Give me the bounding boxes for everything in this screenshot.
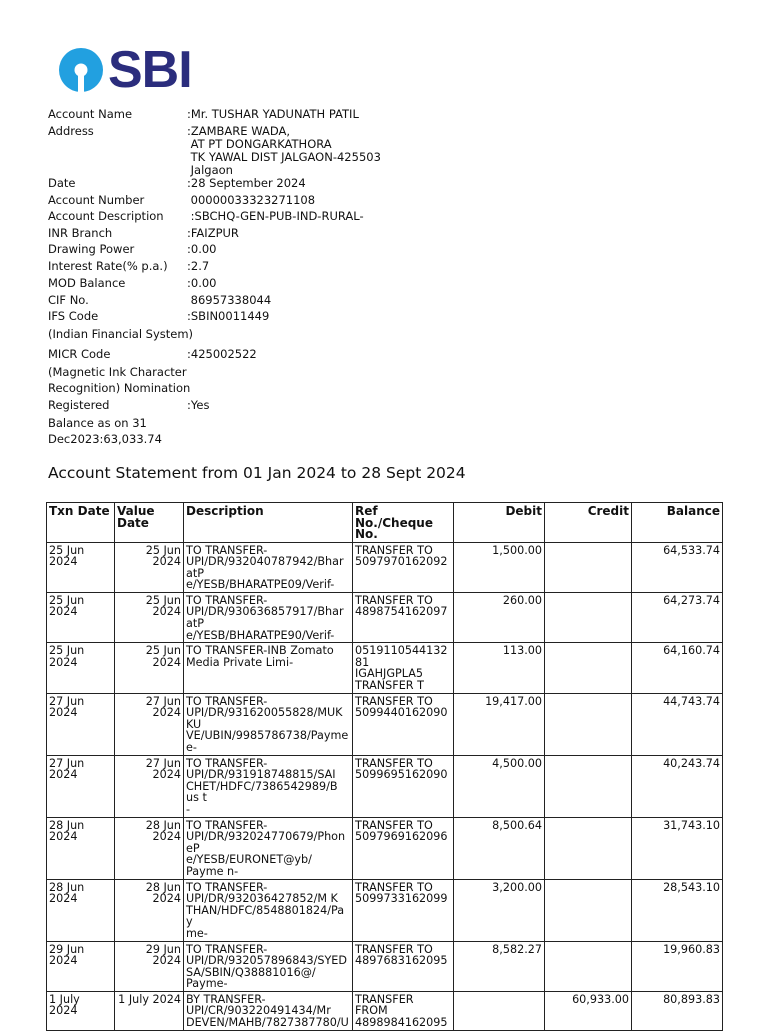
ref-cell xyxy=(353,755,454,817)
txn-date-cell-line: 2024 xyxy=(49,655,78,669)
description-cell-line: UPI/DR/930636857917/Bhar xyxy=(186,605,344,619)
account-detail-value: TK YAWAL DIST JALGAON-425503 xyxy=(187,150,381,164)
account-detail-label: INR Branch xyxy=(48,226,113,240)
txn-date-cell xyxy=(47,643,115,693)
description-cell-line: UPI/DR/932057896843/SYED xyxy=(186,954,347,968)
description-cell-line: - xyxy=(186,802,191,816)
txn-date-cell xyxy=(47,755,115,817)
account-detail-value: :425002522 xyxy=(187,347,257,361)
account-detail-value: Jalgaon xyxy=(187,163,233,177)
table-header-row xyxy=(47,503,723,543)
txn-date-cell-line: 25 Jun xyxy=(49,593,85,607)
txn-date-cell-line: 28 Jun xyxy=(49,818,85,832)
value-date-cell xyxy=(115,991,184,1030)
description-cell-line: TO TRANSFER- xyxy=(186,942,268,956)
credit-cell xyxy=(545,941,632,991)
table-row xyxy=(47,693,723,755)
txn-date-cell-line: 29 Jun xyxy=(49,942,85,956)
debit-cell: 8,582.27 xyxy=(454,941,545,991)
account-detail-value: AT PT DONGARKATHORA xyxy=(187,137,332,151)
value-date-cell-line: 27 Jun xyxy=(145,756,181,770)
account-detail-label: Account Number xyxy=(48,193,145,207)
value-date-cell-line: 29 Jun xyxy=(145,942,181,956)
debit-cell: 113.00 xyxy=(454,643,545,693)
txn-date-cell xyxy=(47,592,115,642)
header-debit: Debit xyxy=(454,503,545,543)
account-detail-label: Drawing Power xyxy=(48,242,135,256)
account-detail-value: :28 September 2024 xyxy=(187,176,306,190)
account-detail-value: :0.00 xyxy=(187,242,217,256)
description-cell-line: KU xyxy=(186,717,202,731)
account-detail-label: (Indian Financial System) xyxy=(48,327,194,341)
table-row xyxy=(47,991,723,1030)
description-cell-line: THAN/HDFC/8548801824/Pa xyxy=(186,903,345,917)
value-date-cell xyxy=(115,941,184,991)
ref-cell-line: 5099440162090 xyxy=(355,706,448,720)
description-cell-line: SA/SBIN/Q38881016@/ xyxy=(186,965,316,979)
sbi-logo-icon xyxy=(58,47,104,93)
description-cell-line: Payme n- xyxy=(186,864,239,878)
value-date-cell-line: 28 Jun xyxy=(145,818,181,832)
account-detail-value: :SBCHQ-GEN-PUB-IND-RURAL- xyxy=(187,209,364,223)
debit-cell: 260.00 xyxy=(454,592,545,642)
ref-cell-line: TRANSFER TO xyxy=(355,880,433,894)
txn-date-cell-line: 2024 xyxy=(49,555,78,569)
txn-date-cell-line: 2024 xyxy=(49,706,78,720)
bank-name: SBI xyxy=(108,41,192,99)
description-cell-line: UPI/DR/932024770679/Phon xyxy=(186,830,346,844)
txn-date-cell xyxy=(47,693,115,755)
account-detail-label: CIF No. xyxy=(48,293,89,307)
account-detail-label: Account Name xyxy=(48,107,133,121)
description-cell xyxy=(184,817,353,879)
table-row xyxy=(47,941,723,991)
account-detail-value: :ZAMBARE WADA, xyxy=(187,124,290,138)
debit-cell: 1,500.00 xyxy=(454,542,545,592)
account-detail-label: Address xyxy=(48,124,94,138)
ref-cell-line: 5099733162099 xyxy=(355,892,448,906)
balance-cell: 28,543.10 xyxy=(632,879,723,941)
description-cell-line: eP xyxy=(186,841,200,855)
credit-cell xyxy=(545,643,632,693)
value-date-cell-line: 2024 xyxy=(152,768,181,782)
account-detail-value: :Yes xyxy=(187,398,210,412)
value-date-cell-line: 27 Jun xyxy=(145,694,181,708)
value-date-cell-line: 2024 xyxy=(152,605,181,619)
account-detail-label: Account Description xyxy=(48,209,164,223)
txn-date-cell-line: 2024 xyxy=(49,892,78,906)
balance-cell: 40,243.74 xyxy=(632,755,723,817)
description-cell-line: VE/UBIN/9985786738/Payme xyxy=(186,729,349,743)
ref-cell-line: 5099695162090 xyxy=(355,768,448,782)
description-cell-line: TO TRANSFER- xyxy=(186,543,268,557)
description-cell-line: atP xyxy=(186,566,204,580)
description-cell-line: UPI/DR/931918748815/SAI xyxy=(186,768,336,782)
txn-date-cell-line: 1 July xyxy=(49,992,80,1006)
transactions-table xyxy=(46,502,723,1031)
ref-cell-line: 4898754162097 xyxy=(355,605,448,619)
account-detail-label: Date xyxy=(48,176,76,190)
txn-date-cell-line: 2024 xyxy=(49,768,78,782)
header-credit: Credit xyxy=(545,503,632,543)
description-cell-line: Media Private Limi- xyxy=(186,655,294,669)
description-cell-line: UPI/DR/931620055828/MUK xyxy=(186,706,343,720)
statement-title: Account Statement from 01 Jan 2024 to 28 Sept 2024 xyxy=(48,464,466,482)
account-detail-value: :2.7 xyxy=(187,259,210,273)
txn-date-cell-line: 2024 xyxy=(49,605,78,619)
description-cell-line: UPI/CR/903220491434/Mr xyxy=(186,1004,331,1018)
account-detail-value: :FAIZPUR xyxy=(187,226,239,240)
header-value-date: Value Date xyxy=(115,503,184,543)
account-detail-value: 86957338044 xyxy=(187,293,272,307)
description-cell-line: TO TRANSFER- xyxy=(186,880,268,894)
description-cell-line: us t xyxy=(186,791,207,805)
credit-cell xyxy=(545,755,632,817)
description-cell-line: e/YESB/EURONET@yb/ xyxy=(186,853,312,867)
sbi-logo xyxy=(58,41,192,99)
description-cell-line: e- xyxy=(186,741,197,754)
header-balance: Balance xyxy=(632,503,723,543)
description-cell-line: DEVEN/MAHB/7827387780/U xyxy=(186,1016,349,1030)
description-cell-line: Payme- xyxy=(186,977,228,991)
account-detail-label: MOD Balance xyxy=(48,276,126,290)
ref-cell-line: IGAHJGPLA5 xyxy=(355,667,424,681)
debit-cell xyxy=(454,991,545,1030)
description-cell-line: TO TRANSFER-INB Zomato xyxy=(186,644,334,658)
ref-cell xyxy=(353,592,454,642)
value-date-cell-line: 2024 xyxy=(152,954,181,968)
description-cell xyxy=(184,693,353,755)
description-cell-line: UPI/DR/932036427852/M K xyxy=(186,892,338,906)
description-cell-line: TO TRANSFER- xyxy=(186,818,268,832)
description-cell-line: TO TRANSFER- xyxy=(186,593,268,607)
balance-cell: 31,743.10 xyxy=(632,817,723,879)
account-detail-value: 00000033323271108 xyxy=(187,193,316,207)
ref-cell xyxy=(353,991,454,1030)
credit-cell: 60,933.00 xyxy=(545,991,632,1030)
value-date-cell-line: 2024 xyxy=(152,830,181,844)
debit-cell: 8,500.64 xyxy=(454,817,545,879)
description-cell-line: e/YESB/BHARATPE90/Verif- xyxy=(186,628,335,642)
balance-cell: 64,273.74 xyxy=(632,592,723,642)
ref-cell-line: 81 xyxy=(355,655,370,669)
description-cell-line: e/YESB/BHARATPE09/Verif- xyxy=(186,578,335,592)
debit-cell: 3,200.00 xyxy=(454,879,545,941)
value-date-cell-line: 2024 xyxy=(152,655,181,669)
account-detail-value: :Mr. TUSHAR YADUNATH PATIL xyxy=(187,107,359,121)
description-cell-line: atP xyxy=(186,617,204,631)
ref-cell xyxy=(353,817,454,879)
ref-cell-line: 4898984162095 xyxy=(355,1016,448,1030)
balance-cell: 64,533.74 xyxy=(632,542,723,592)
header-description: Description xyxy=(184,503,353,543)
table-row xyxy=(47,817,723,879)
account-detail-value: :0.00 xyxy=(187,276,217,290)
txn-date-cell-line: 27 Jun xyxy=(49,756,85,770)
account-detail-label: MICR Code xyxy=(48,347,111,361)
value-date-cell xyxy=(115,643,184,693)
description-cell xyxy=(184,643,353,693)
ref-cell-line: 4897683162095 xyxy=(355,954,448,968)
txn-date-cell-line: 25 Jun xyxy=(49,543,85,557)
account-detail-label: (Magnetic Ink Character xyxy=(48,365,187,379)
value-date-cell-line: 1 July 2024 xyxy=(118,992,181,1006)
value-date-cell-line: 25 Jun xyxy=(145,543,181,557)
ref-cell xyxy=(353,542,454,592)
txn-date-cell-line: 27 Jun xyxy=(49,694,85,708)
ref-cell-line: TRANSFER TO xyxy=(355,818,433,832)
description-cell xyxy=(184,592,353,642)
value-date-cell xyxy=(115,755,184,817)
ref-cell-line: TRANSFER TO xyxy=(355,694,433,708)
credit-cell xyxy=(545,817,632,879)
description-cell-line: CHET/HDFC/7386542989/B xyxy=(186,779,338,793)
account-detail-label: Dec2023:63,033.74 xyxy=(48,432,162,446)
ref-cell xyxy=(353,879,454,941)
ref-cell xyxy=(353,643,454,693)
value-date-cell xyxy=(115,879,184,941)
header-txn-date: Txn Date xyxy=(47,503,115,543)
balance-cell: 19,960.83 xyxy=(632,941,723,991)
txn-date-cell-line: 2024 xyxy=(49,1004,78,1018)
value-date-cell xyxy=(115,817,184,879)
balance-cell: 44,743.74 xyxy=(632,693,723,755)
credit-cell xyxy=(545,879,632,941)
table-row xyxy=(47,879,723,941)
ref-cell xyxy=(353,693,454,755)
description-cell xyxy=(184,941,353,991)
ref-cell-line: TRANSFER TO xyxy=(355,543,433,557)
txn-date-cell-line: 28 Jun xyxy=(49,880,85,894)
description-cell xyxy=(184,755,353,817)
ref-cell-line: TRANSFER TO xyxy=(355,756,433,770)
txn-date-cell-line: 2024 xyxy=(49,830,78,844)
description-cell-line: BY TRANSFER- xyxy=(186,992,266,1006)
credit-cell xyxy=(545,542,632,592)
balance-cell: 64,160.74 xyxy=(632,643,723,693)
value-date-cell xyxy=(115,542,184,592)
txn-date-cell xyxy=(47,879,115,941)
txn-date-cell-line: 2024 xyxy=(49,954,78,968)
account-detail-label: Registered xyxy=(48,398,110,412)
ref-cell-line: TRANSFER T xyxy=(355,679,424,693)
value-date-cell-line: 2024 xyxy=(152,706,181,720)
ref-cell-line: 5097969162096 xyxy=(355,830,448,844)
value-date-cell-line: 28 Jun xyxy=(145,880,181,894)
description-cell xyxy=(184,879,353,941)
table-row xyxy=(47,592,723,642)
value-date-cell-line: 2024 xyxy=(152,555,181,569)
description-cell-line: me- xyxy=(186,926,208,940)
credit-cell xyxy=(545,592,632,642)
txn-date-cell xyxy=(47,542,115,592)
description-cell xyxy=(184,542,353,592)
ref-cell-line: TRANSFER TO xyxy=(355,942,433,956)
debit-cell: 4,500.00 xyxy=(454,755,545,817)
txn-date-cell xyxy=(47,991,115,1030)
value-date-cell-line: 25 Jun xyxy=(145,593,181,607)
account-detail-value: :SBIN0011449 xyxy=(187,309,270,323)
value-date-cell-line: 25 Jun xyxy=(145,644,181,658)
description-cell-line: TO TRANSFER- xyxy=(186,756,268,770)
value-date-cell xyxy=(115,592,184,642)
value-date-cell-line: 2024 xyxy=(152,892,181,906)
description-cell-line: UPI/DR/932040787942/Bhar xyxy=(186,555,344,569)
ref-cell xyxy=(353,941,454,991)
table-row xyxy=(47,542,723,592)
table-row xyxy=(47,643,723,693)
txn-date-cell-line: 25 Jun xyxy=(49,644,85,658)
description-cell xyxy=(184,991,353,1030)
credit-cell xyxy=(545,693,632,755)
balance-cell: 80,893.83 xyxy=(632,991,723,1030)
txn-date-cell xyxy=(47,941,115,991)
ref-cell-line: TRANSFER xyxy=(355,992,414,1006)
description-cell-line: TO TRANSFER- xyxy=(186,694,268,708)
account-detail-label: Recognition) Nomination xyxy=(48,381,191,395)
value-date-cell xyxy=(115,693,184,755)
ref-cell-line: FROM xyxy=(355,1004,388,1018)
txn-date-cell xyxy=(47,817,115,879)
ref-cell-line: 5097970162092 xyxy=(355,555,448,569)
description-cell-line: y xyxy=(186,915,193,929)
debit-cell: 19,417.00 xyxy=(454,693,545,755)
account-detail-label: IFS Code xyxy=(48,309,99,323)
table-row xyxy=(47,755,723,817)
account-detail-label: Interest Rate(% p.a.) xyxy=(48,259,168,273)
header-ref: Ref No./Cheque No. xyxy=(353,503,454,543)
account-detail-label: Balance as on 31 xyxy=(48,416,147,430)
ref-cell-line: TRANSFER TO xyxy=(355,593,433,607)
ref-cell-line: 0519110544132 xyxy=(355,644,448,658)
